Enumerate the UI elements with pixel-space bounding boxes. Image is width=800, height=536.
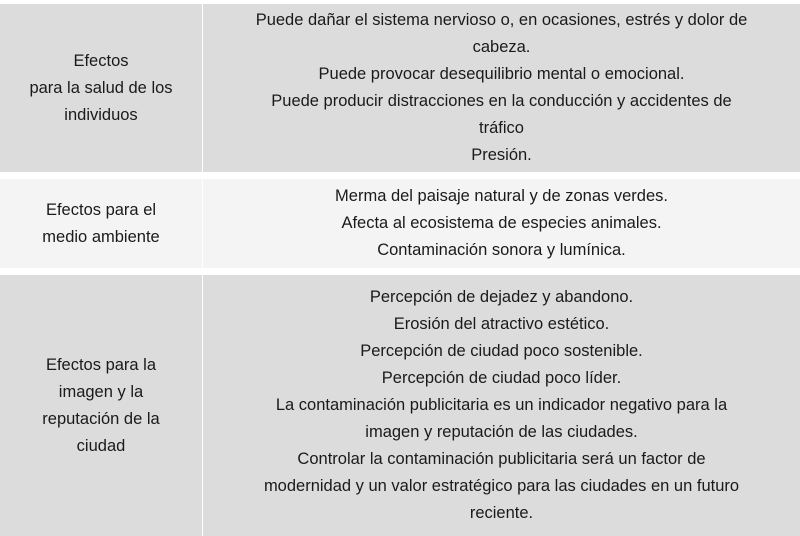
category-line: individuos — [64, 105, 138, 124]
effect-line: Puede producir distracciones en la conducción y accidentes de — [271, 92, 732, 110]
category-line: Efectos para el — [45, 200, 157, 219]
category-line: reputación de la — [42, 409, 160, 428]
category-line: Efectos — [73, 51, 129, 70]
effect-item — [264, 446, 739, 527]
effect-line: tráfico — [479, 119, 524, 137]
effects-cell — [203, 4, 800, 172]
effect-line: Puede provocar desequilibrio mental o emocional. — [318, 65, 685, 83]
category-line: para la salud de los — [29, 78, 173, 97]
category-line: medio ambiente — [42, 227, 160, 246]
effect-line: reciente. — [469, 504, 534, 522]
effect-line: imagen y reputación de las ciudades. — [365, 423, 638, 441]
table-row-environment — [0, 179, 800, 268]
table-row-health — [0, 4, 800, 172]
category-line: imagen y la — [58, 382, 144, 401]
effect-item — [370, 284, 633, 311]
effect-item — [341, 210, 661, 237]
effects-cell — [203, 179, 800, 268]
effect-line: modernidad y un valor estratégico para las ciudades en un futuro — [263, 477, 740, 495]
category-line: Efectos para la — [45, 355, 157, 374]
category-cell — [0, 4, 202, 172]
effect-line: Contaminación sonora y lumínica. — [377, 241, 626, 259]
effect-item — [377, 237, 626, 264]
effect-line: Merma del paisaje natural y de zonas verdes. — [335, 187, 668, 205]
category-cell — [0, 275, 202, 536]
effect-item — [256, 7, 748, 61]
effect-item — [335, 183, 668, 210]
table-row-city-image — [0, 275, 800, 536]
category-cell — [0, 179, 202, 268]
effect-item — [471, 142, 532, 169]
effect-line: cabeza. — [472, 38, 531, 56]
category-line: ciudad — [76, 436, 126, 455]
effect-item — [394, 311, 610, 338]
effect-line: Percepción de dejadez y abandono. — [369, 288, 634, 306]
effect-line: Erosión del atractivo estético. — [393, 315, 610, 333]
effect-item — [319, 61, 685, 88]
effect-line: Percepción de ciudad poco líder. — [381, 369, 622, 387]
effect-line: Puede dañar el sistema nervioso o, en ocasiones, estrés y dolor de — [255, 11, 748, 29]
effect-item — [271, 88, 731, 142]
effect-item — [382, 365, 621, 392]
effect-item — [276, 392, 727, 446]
effect-item — [360, 338, 643, 365]
effect-line: Presión. — [471, 146, 532, 164]
effect-line: Controlar la contaminación publicitaria será un factor de — [297, 450, 706, 468]
effect-line: Afecta al ecosistema de especies animales. — [341, 214, 662, 232]
effect-line: Percepción de ciudad poco sostenible. — [360, 342, 643, 360]
effects-cell — [203, 275, 800, 536]
effect-line: La contaminación publicitaria es un indicador negativo para la — [275, 396, 728, 414]
